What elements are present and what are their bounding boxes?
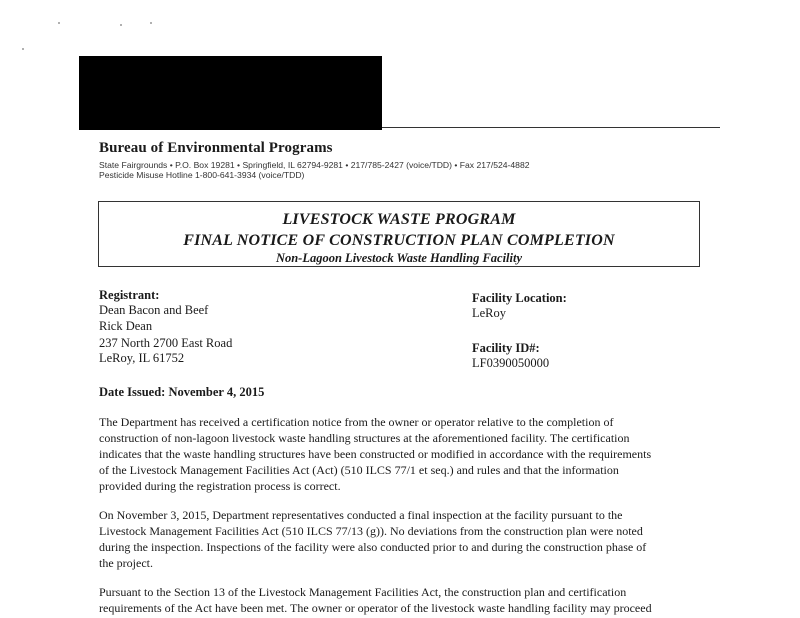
paragraph-line: On November 3, 2015, Department representatives conducted a final inspection at the facility pursuant to the — [99, 508, 623, 522]
program-title: LIVESTOCK WASTE PROGRAM — [282, 211, 516, 228]
registrant-label: Registrant: — [99, 288, 160, 302]
paragraph-line: The Department has received a certification notice from the owner or operator relative to the completion of — [99, 415, 614, 429]
facility-location-value: LeRoy — [472, 306, 507, 320]
facility-type-subtitle: Non-Lagoon Livestock Waste Handling Facility — [275, 251, 523, 265]
scan-speck — [22, 48, 24, 50]
paragraph-line: of the Livestock Management Facilities Act (Act) (510 ILCS 77/1 et seq.) and rules and that the information — [99, 463, 619, 477]
facility-id-value: LF0390050000 — [472, 356, 550, 370]
paragraph-line: requirements of the Act have been met. The owner or operator of the livestock waste handling facility may proceed — [99, 601, 652, 615]
header-rule — [382, 127, 720, 128]
registrant-name: Dean Bacon and Beef — [99, 303, 209, 317]
paragraph-line: Livestock Management Facilities Act (510 ILCS 77/13 (g)). No deviations from the construction plan were noted — [99, 524, 643, 538]
facility-location-label: Facility Location: — [472, 291, 567, 305]
bureau-name: Bureau of Environmental Programs — [99, 140, 333, 156]
contact-line: State Fairgrounds • P.O. Box 19281 • Springfield, IL 62794-9281 • 217/785-2427 (voice/TDD) • Fax 217/524-4882 — [99, 160, 530, 170]
body-paragraph — [99, 414, 759, 494]
redaction-block — [79, 56, 382, 130]
title-box — [98, 201, 700, 267]
paragraph-line: provided during the registration process is correct. — [99, 479, 341, 493]
body-paragraph — [99, 584, 759, 616]
registrant-city: LeRoy, IL 61752 — [99, 351, 185, 365]
paragraph-line: the project. — [99, 556, 153, 570]
registrant-contact: Rick Dean — [99, 319, 153, 333]
facility-id-label: Facility ID#: — [472, 341, 540, 355]
paragraph-line: Pursuant to the Section 13 of the Livestock Management Facilities Act, the construction plan and certification — [99, 585, 627, 599]
date-issued: Date Issued: November 4, 2015 — [99, 385, 265, 399]
scan-speck — [120, 24, 122, 26]
body-paragraph — [99, 507, 759, 571]
notice-title: FINAL NOTICE OF CONSTRUCTION PLAN COMPLETION — [183, 232, 615, 249]
paragraph-line: construction of non-lagoon livestock waste handling structures at the aforementioned facility. The certification — [99, 431, 630, 445]
scan-speck — [58, 22, 60, 24]
paragraph-line: during the inspection. Inspections of the facility were also conducted prior to and during the construction phase of — [99, 540, 647, 554]
scan-speck — [150, 22, 152, 24]
hotline-line: Pesticide Misuse Hotline 1-800-641-3934 (voice/TDD) — [99, 170, 305, 180]
registrant-street: 237 North 2700 East Road — [99, 336, 233, 350]
paragraph-line: indicates that the waste handling structures have been constructed or modified in accordance with the requirements — [99, 447, 652, 461]
